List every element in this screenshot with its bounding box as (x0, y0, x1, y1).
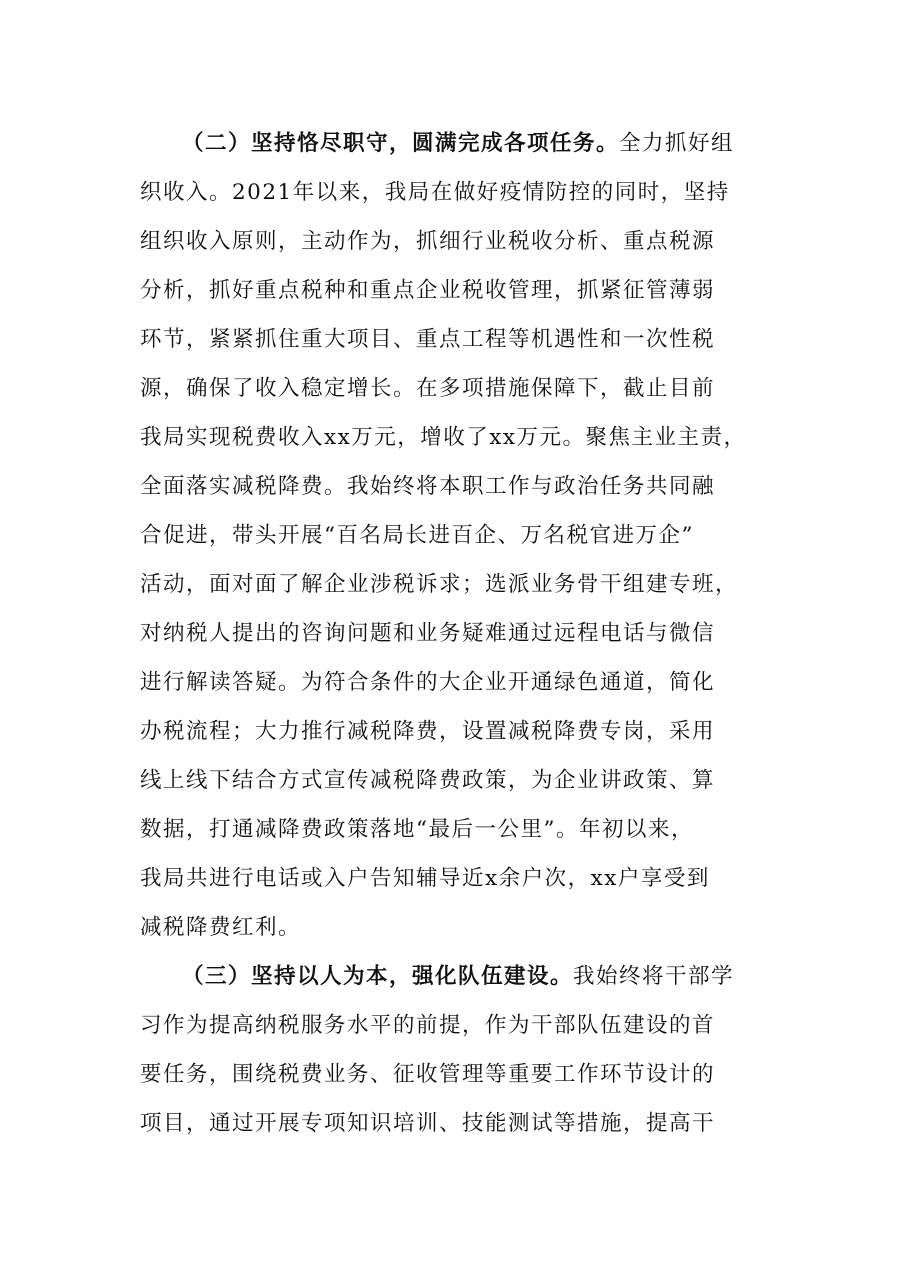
section-2-line: 减税降费红利。 (140, 915, 302, 940)
section-3-first-line-text: 我始终将干部学 (573, 964, 735, 989)
section-2-line: 对纳税人提出的咨询问题和业务疑难通过远程电话与微信 (140, 621, 716, 646)
section-2-line: 组织收入原则，主动作为，抓细行业税收分析、重点税源 (140, 229, 716, 254)
section-2-line: 办税流程；大力推行减税降费，设置减税降费专岗，采用 (140, 719, 716, 744)
section-2-line: 线上线下结合方式宣传减税降费政策，为企业讲政策、算 (140, 768, 716, 793)
section-2-line: 进行解读答疑。为符合条件的大企业开通绿色通道，简化 (140, 670, 716, 695)
section-2-heading: （二）坚持恪尽职守，圆满完成各项任务。 (182, 131, 620, 156)
section-2-line: 分析，抓好重点税种和重点企业税收管理，抓紧征管薄弱 (140, 278, 716, 303)
section-3-line: 项目，通过开展专项知识培训、技能测试等措施，提高干 (140, 1111, 716, 1136)
section-3-line: 习作为提高纳税服务水平的前提，作为干部队伍建设的首 (140, 1013, 716, 1038)
section-2-line: 合促进，带头开展“百名局长进百企、万名税官进万企” (140, 523, 694, 548)
section-2-line: 活动，面对面了解企业涉税诉求；选派业务骨干组建专班， (140, 572, 739, 597)
section-2-line: 我局实现税费收入xx万元，增收了xx万元。聚焦主业主责， (140, 425, 747, 450)
section-2-line: 环节，紧紧抓住重大项目、重点工程等机遇性和一次性税 (140, 327, 716, 352)
section-2-first-line (182, 124, 842, 164)
section-2-first-line-text: 全力抓好组 (619, 131, 735, 156)
section-3-heading: （三）坚持以人为本，强化队伍建设。 (182, 964, 574, 989)
section-2-line: 织收入。2021年以来，我局在做好疫情防控的同时，坚持 (140, 180, 730, 205)
section-2-line: 全面落实减税降费。我始终将本职工作与政治任务共同融 (140, 474, 716, 499)
section-2-line: 数据，打通减降费政策落地“最后一公里”。年初以来， (140, 817, 694, 842)
section-3-first-line (182, 957, 842, 997)
section-3-line: 要任务，围绕税费业务、征收管理等重要工作环节设计的 (140, 1062, 716, 1087)
section-2-line: 我局共进行电话或入户告知辅导近x余户次，xx户享受到 (140, 866, 710, 891)
section-2-line: 源，确保了收入稳定增长。在多项措施保障下，截止目前 (140, 376, 716, 401)
